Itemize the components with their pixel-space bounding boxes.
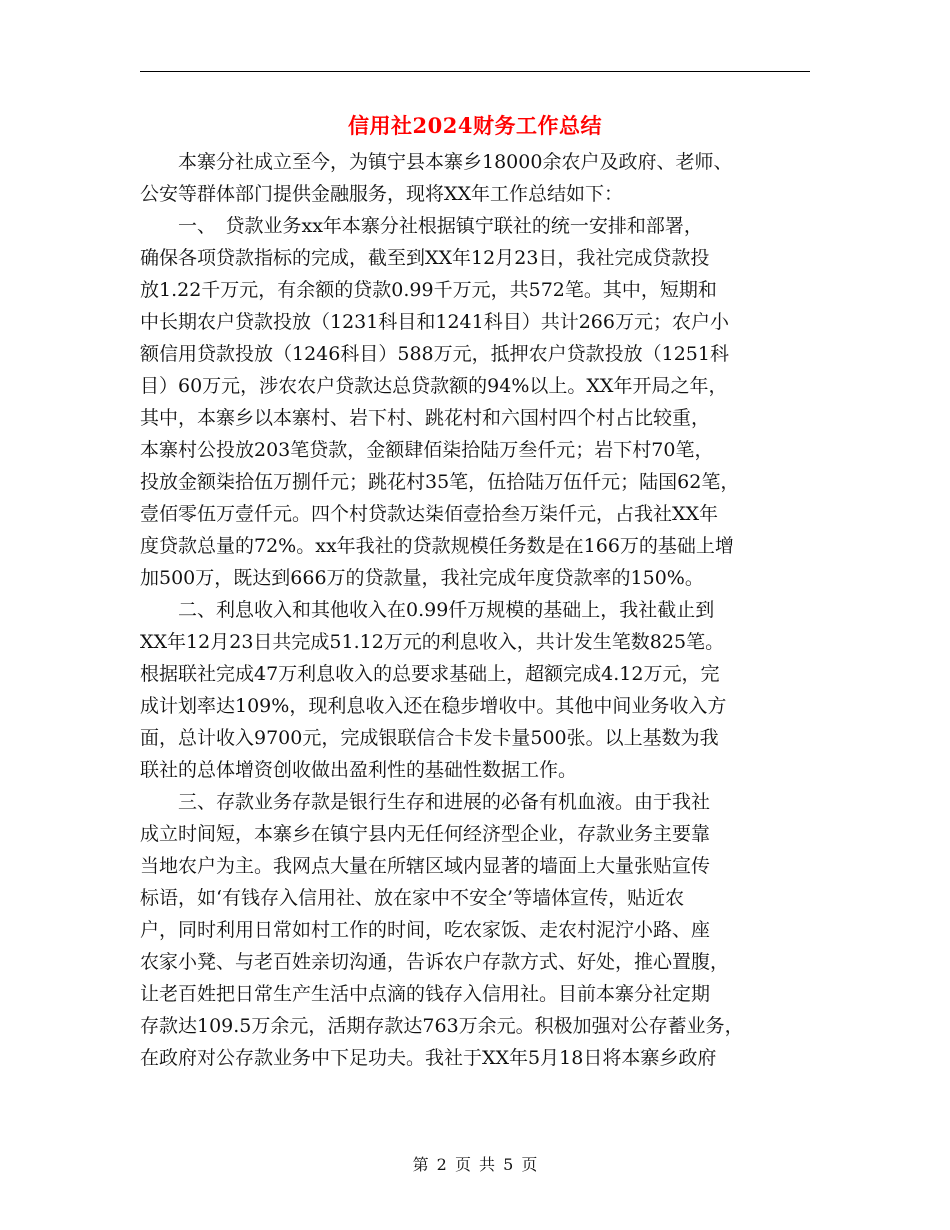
body-line: 公安等群体部门提供金融服务，现将XX年工作总结如下： [140, 183, 624, 205]
body-line: 标语，如‘有钱存入信用社、放在家中不安全’等墙体宣传，贴近农 [140, 887, 685, 909]
body-line: 中长期农户贷款投放（1231科目和1241科目）共计266万元；农户小 [140, 311, 729, 333]
body-line: 在政府对公存款业务中下足功夫。我社于XX年5月18日将本寨乡政府 [140, 1047, 717, 1069]
body-line: 成计划率达109%，现利息收入还在稳步增收中。其他中间业务收入方 [140, 695, 727, 717]
body-line: 确保各项贷款指标的完成，截至到XX年12月23日，我社完成贷款投 [140, 247, 710, 269]
body-line: 本寨村公投放203笔贷款，金额肆佰柒拾陆万叁仟元；岩下村70笔， [140, 439, 714, 461]
body-line: 加500万，既达到666万的贷款量，我社完成年度贷款率的150%。 [140, 567, 704, 589]
body-line: 目）60万元，涉农农户贷款达总贷款额的94%以上。XX年开局之年， [140, 375, 728, 397]
body-line: 存款达109.5万余元，活期存款达763万余元。积极加强对公存蓄业务， [140, 1015, 744, 1037]
body-line: 本寨分社成立至今，为镇宁县本寨乡18000余农户及政府、老师、 [140, 151, 733, 173]
header-rule [140, 71, 810, 72]
body-line: 二、利息收入和其他收入在0.99仟万规模的基础上，我社截止到 [140, 599, 715, 621]
body-line: 联社的总体增资创收做出盈利性的基础性数据工作。 [140, 759, 578, 781]
page-footer: 第 2 页 共 5 页 [412, 1155, 538, 1174]
body-line: XX年12月23日共完成51.12万元的利息收入，共计发生笔数825笔。 [140, 631, 725, 653]
body-line: 根据联社完成47万利息收入的总要求基础上，超额完成4.12万元，完 [140, 663, 720, 685]
body-line: 面，总计收入9700元，完成银联信合卡发卡量500张。以上基数为我 [140, 727, 719, 749]
body-line: 户，同时利用日常如村工作的时间，吃农家饭、走农村泥泞小路、座 [140, 919, 711, 941]
body-line: 当地农户为主。我网点大量在所辖区域内显著的墙面上大量张贴宣传 [140, 855, 711, 877]
body-line: 一、 贷款业务xx年本寨分社根据镇宁联社的统一安排和部署， [140, 215, 703, 237]
body-line: 额信用贷款投放（1246科目）588万元，抵押农户贷款投放（1251科 [140, 343, 729, 365]
body-line: 让老百姓把日常生产生活中点滴的钱存入信用社。目前本寨分社定期 [140, 983, 711, 1005]
body-line: 其中，本寨乡以本寨村、岩下村、跳花村和六国村四个村占比较重， [140, 407, 711, 429]
body-line: 农家小凳、与老百姓亲切沟通，告诉农户存款方式、好处，推心置腹， [140, 951, 730, 973]
body-line: 度贷款总量的72%。xx年我社的贷款规模任务数是在166万的基础上增 [140, 535, 734, 557]
body-line: 壹佰零伍万壹仟元。四个村贷款达柒佰壹拾叁万柒仟元，占我社XX年 [140, 503, 719, 525]
body-line: 放1.22千万元，有余额的贷款0.99千万元，共572笔。其中，短期和 [140, 279, 717, 301]
body-line: 三、存款业务存款是银行生存和进展的必备有机血液。由于我社 [140, 791, 711, 813]
document-title: 信用社2024财务工作总结 [348, 113, 602, 138]
body-line: 投放金额柒拾伍万捌仟元；跳花村35笔，伍拾陆万伍仟元；陆国62笔， [140, 471, 740, 493]
document-body [140, 146, 810, 1074]
body-line: 成立时间短，本寨乡在镇宁县内无任何经济型企业，存款业务主要靠 [140, 823, 711, 845]
